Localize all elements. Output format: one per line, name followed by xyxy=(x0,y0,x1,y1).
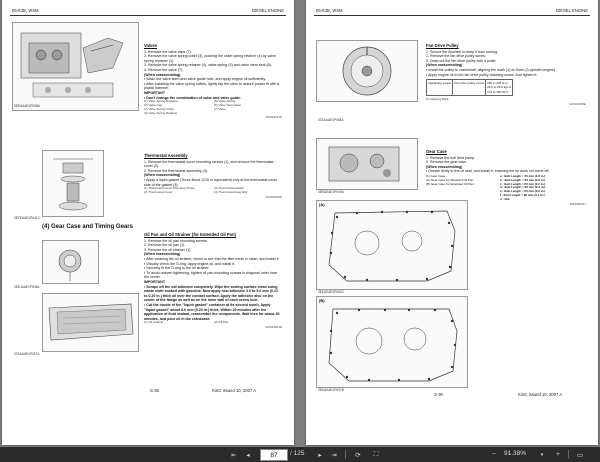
oilpan-re: ▪ Securely fit the O-ring to the oil strainer. xyxy=(144,266,210,271)
pdf-toolbar xyxy=(0,447,600,462)
header-left: 05-E3B, WSM xyxy=(12,8,39,13)
torque-label: Tightening torque xyxy=(427,80,453,96)
zoom-level[interactable]: 91.38% xyxy=(504,450,527,457)
left-page xyxy=(2,0,294,445)
thermostat-figure xyxy=(42,150,104,217)
oilpan-ref: W1023601E xyxy=(265,325,282,330)
valves-step: 1. Remove the valve caps (7). xyxy=(144,49,192,54)
oilpan-warning: ▪ Scrape off the old adhesive completely. Wipe the sealing surface clean using waste cloth soaked with gasoline. Now apply new adhesive 3.0 to 5.0 mm (0.12 to 0.20 in.) thick all over the contact surface. Apply the adhesive also on the center of the flange as well as on the inner wall of each screw hole. xyxy=(144,284,279,303)
rotate-icon[interactable]: ⟳ xyxy=(355,451,361,459)
fan-pulley-step: 1. Secure the flywheel to keep it from turning. xyxy=(426,49,499,54)
issue-note: KiSC issued 10, 2007 A xyxy=(518,392,562,397)
section-heading: (4) Gear Case and Timing Gears xyxy=(42,224,133,230)
zoom-out-icon[interactable]: − xyxy=(492,451,496,458)
valves-figure-id: 3EEAAAE1P008A xyxy=(14,104,40,108)
thermostat-figure-id: 3EFEAAE1P041C xyxy=(14,216,40,220)
oilpan-step: 3. Remove the oil strainer (1). xyxy=(144,247,192,252)
diagram-b-label: (B) xyxy=(319,298,325,303)
header-right: DIESEL ENGINE xyxy=(252,8,284,13)
oilpan-title: Oil Pan and Oil Strainer (for Extended Oil Pan) xyxy=(144,232,236,237)
fan-pulley-title: Fan Drive Pulley xyxy=(426,43,459,48)
valves-re: ▪ After installing the valve spring collets, lightly tap the stem to assure proper fit with a plastic hammer. xyxy=(144,81,280,91)
oilpan-step: 1. Remove the oil pan mounting screws. xyxy=(144,238,208,243)
thermostat-legend: (1) Thermostat Cover Mounting Screw (3) Thermostat Gasket (2) Thermostat Cover (4) Thermostat Assembly xyxy=(144,186,248,194)
fan-pulley-ref: W1016158E xyxy=(569,101,586,106)
page-number: S-36 xyxy=(434,392,443,397)
valves-text xyxy=(144,44,282,120)
fit-page-icon[interactable]: ⛶ xyxy=(373,450,379,458)
last-page-icon[interactable]: ⇥ xyxy=(331,451,337,459)
fan-pulley-figure xyxy=(316,40,418,102)
oilpan-step: 2. Remove the oil pan (1). xyxy=(144,243,186,248)
thermostat-step: 2. Remove the thermostat assembly (4). xyxy=(144,168,208,173)
oil-pan-figure xyxy=(42,293,139,352)
torque-value: 236 to 245 N·m 24.0 to 25.0 kgf·m 174 to 180 lbf·ft xyxy=(487,80,512,94)
valves-step: 4. Remove the valve (7). xyxy=(144,67,184,72)
gear-case-when: (When reassembling) xyxy=(426,164,463,169)
gear-case-step: 2. Remove the gear case. xyxy=(426,160,468,165)
valves-note: ▪ Don't change the combination of valve and valve guide. xyxy=(144,95,241,100)
page-number-input[interactable]: 87 xyxy=(260,449,288,461)
oilpan-legend: (1) Oil Strainer (2) Oil Pan xyxy=(144,320,229,325)
first-page-icon[interactable]: ⇤ xyxy=(231,451,237,459)
torque-item: Fan drive pulley screw xyxy=(453,80,486,96)
gear-case-legend: (1) Gear Case (A) Gear Case for Standard Oil Pan (B) Gear Case for Extended Oil Pan a : Bolt Length = 45 mm (1.8 in.) b : Bolt Length = 50 mm (2.0 in.) c : Bolt Length = 55 mm (2.2 in.) d : Bolt Length = 60 mm (2.4 in.) e : Bolt Length = 65 mm (2.6 in.) f : Bolt Length = 80 mm (3.1 in.) n : Nut xyxy=(426,173,546,201)
gear-case-step: 1. Remove the fuel feed pump. xyxy=(426,155,476,160)
oil-strainer-figure xyxy=(42,240,99,284)
gear-case-text xyxy=(426,150,586,206)
fan-pulley-text xyxy=(426,44,586,107)
fan-pulley-re: ▪ Install the pulley to crankshaft, aligning the mark (1) on them (3-cylinder engine). xyxy=(426,67,557,72)
page-number: S-35 xyxy=(150,388,159,393)
valves-step: 3. Remove the valve spring retainer (4), valve spring (5) and valve stem seal (6). xyxy=(144,63,272,68)
valves-legend: (1) Valve Spring Replacer (5) Valve Spring (2) Valve Cap (6) Valve Stem Seal (3) Valve Spring Collet (7) Valve (4) Valve Spring Retainer xyxy=(144,99,241,115)
thermostat-when: (When reassembling) xyxy=(144,173,181,178)
thermostat-step: 1. Remove the thermostat cover mounting screws (1), and remove the thermostat cover (2). xyxy=(144,159,274,169)
diagram-a-label: (A) xyxy=(319,202,325,207)
fan-pulley-figure-id: 3TAAAAE1P045A xyxy=(318,118,344,122)
thermostat-text xyxy=(144,154,282,199)
valves-title: Valves xyxy=(144,43,158,48)
gear-case-diagram-b xyxy=(316,296,468,388)
oilpan-when: (When reassembling) xyxy=(144,252,181,257)
oilpan-text xyxy=(144,233,282,330)
diagram-a-figure-id: 3EEAEAE1P052C xyxy=(318,290,345,294)
oilpan-warning: ▪ Cut the nozzle of the "liquid gasket" container at its second notch. Apply "liquid gasket" about 5.0 mm (0.20 in.) thick. Within 20 minutes after the application of fluid sealant, reassemble the components. Wait then for about 30 minutes, and pour oil in the crankcase. xyxy=(144,302,280,321)
total-pages: / 125 xyxy=(290,450,305,457)
fan-pulley-step: 2. Remove the fan drive pulley screw. xyxy=(426,54,486,59)
fan-pulley-re: ▪ Apply engine oil to the fan drive pulley retaining screw. And tighten it. xyxy=(426,72,538,77)
valves-ref: W1021137E xyxy=(265,115,282,120)
torque-table xyxy=(426,79,513,96)
header-left: 05-E3B, WSM xyxy=(316,8,343,13)
valves-when: (When reassembling) xyxy=(144,72,181,77)
diagram-b-figure-id: 3EEAKAE1P057B xyxy=(318,388,344,392)
oilpan-re: ▪ After cleaning the oil strainer, check to see that the filter mesh in clean, and install it. xyxy=(144,256,280,261)
valves-re: ▪ Wash the valve stem and valve guide hole, and apply engine oil sufficiently. xyxy=(144,77,266,82)
gear-case-diagram-a xyxy=(316,200,468,290)
oilpan-re: ▪ To avoid uneven tightening, tighten oil pan mounting screws in diagonal order form the center. xyxy=(144,270,278,280)
valves-step: 2. Remove the valve spring collet (3), pushing the valve spring retainer (4) by valve spring replacer (1). xyxy=(144,54,276,63)
next-page-icon[interactable]: ▸ xyxy=(318,451,322,459)
oilpan-important: IMPORTANT xyxy=(144,279,166,284)
issue-note: KiSC issued 10, 2007 A xyxy=(212,388,256,393)
valves-important: IMPORTANT xyxy=(144,90,166,95)
gear-case-figure-id: 3EEAEAE1P009A xyxy=(318,190,344,194)
header-right: DIESEL ENGINE xyxy=(556,8,588,13)
fan-pulley-when: (When reassembling) xyxy=(426,63,463,68)
gear-case-re: ▪ Grease thinly to the oil seal, and install it, ensuring the lip does not come off. xyxy=(426,169,550,174)
view-mode-icon[interactable]: ▭ xyxy=(576,451,584,459)
valves-figure xyxy=(12,22,139,111)
gear-case-figure xyxy=(316,138,418,190)
oil-strainer-figure-id: 3EEJAAE1P008A xyxy=(14,285,40,289)
previous-page-icon[interactable]: ◂ xyxy=(246,451,250,459)
zoom-in-icon[interactable]: + xyxy=(556,451,560,458)
thermostat-title: Thermostat Assembly xyxy=(144,153,188,158)
thermostat-re: ▪ Apply a liquid gasket (Three Bond 1215 or equivalent) only at the thermostat cover side of the gasket (3). xyxy=(144,177,278,187)
zoom-dropdown-icon[interactable]: ▾ xyxy=(540,451,544,458)
oil-pan-figure-id: 3TAAAAE1P037A xyxy=(14,352,40,356)
fan-pulley-step: 3. Draw out the fan drive pulley with a puller. xyxy=(426,58,497,63)
gear-case-title: Gear Case xyxy=(426,149,447,154)
right-page xyxy=(306,0,598,445)
oilpan-re: ▪ Visually check the O-ring, apply engine oil, and install it. xyxy=(144,261,235,266)
gear-case-ref: W1023501? xyxy=(569,201,586,206)
fan-pulley-legend: (1) Aligning Mark xyxy=(426,97,449,102)
thermostat-ref: W1022520E xyxy=(265,194,282,199)
